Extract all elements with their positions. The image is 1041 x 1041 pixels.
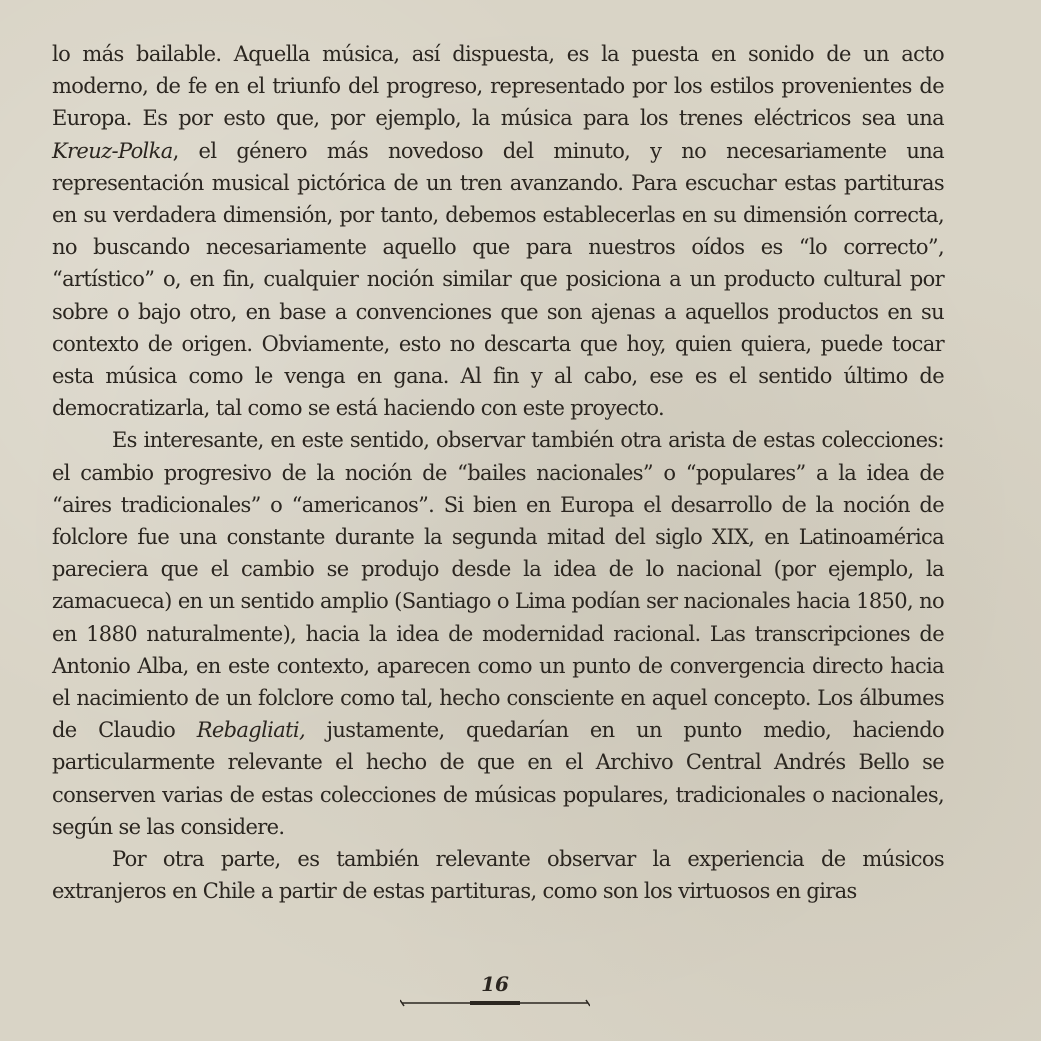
italic-text-segment: Rebagliati, bbox=[196, 718, 305, 743]
page-number: 16 bbox=[481, 972, 509, 996]
text-segment: Es interesante, en este sentido, observar también otra arista de estas colecciones: el cambio progresivo de la noción de “bailes nacionales” o “populares” a la idea de “aires tradicionales” o “americanos”. Si bien en Europa el desarrollo de la noción de folclore fue una constante durante la segunda mitad del siglo XIX, en Latinoamérica pareciera que el cambio se produjo desde la idea de lo nacional (por ejemplo, la zamacueca) en un sentido amplio (Santiago o Lima podían ser nacionales hacia 1850, no en 1880 naturalmente), hacia la idea de modernidad racional. Las transcripciones de Antonio Alba, en este contexto, aparecen como un punto de convergencia directo hacia el nacimiento de un folclore como tal, hecho consciente en aquel concepto. Los álbumes de Claudio bbox=[52, 428, 944, 743]
text-segment: , el género más novedoso del minuto, y no necesariamente una representación musical pictórica de un tren avanzando. Para escuchar estas partituras en su verdadera dimensión, por tanto, debemos establecerlas en su dimensión correcta, no buscando necesariamente aquello que para nuestros oídos es “lo correcto”, “artístico” o, en fin, cualquier noción similar que posiciona a un producto cultural por sobre o bajo otro, en base a convenciones que son ajenas a aquellos productos en su contexto de origen. Obviamente, esto no descarta que hoy, quien quiera, puede tocar esta música como le venga en gana. Al fin y al cabo, ese es el sentido último de democratizarla, tal como se está haciendo con este proyecto. bbox=[52, 138, 944, 421]
text-segment: Por otra parte, es también relevante observar la experiencia de músicos extranjeros en Chile a partir de estas partituras, como son los virtuosos en giras bbox=[52, 847, 944, 904]
document-page bbox=[52, 38, 944, 958]
italic-text-segment: Kreuz-Polka bbox=[52, 138, 173, 163]
page-number-ornament bbox=[400, 999, 590, 1007]
text-segment: justamente, quedarían en un punto medio, haciendo particularmente relevante el hecho de que en el Archivo Central Andrés Bello se conserven varias de estas colecciones de músicas populares, tradicionales o nacionales, según se las considere. bbox=[52, 718, 944, 839]
paragraph-2 bbox=[52, 424, 944, 843]
paragraph-3 bbox=[52, 843, 944, 907]
paragraph-1 bbox=[52, 38, 944, 424]
page-footer bbox=[400, 972, 590, 1012]
text-segment: lo más bailable. Aquella música, así dispuesta, es la puesta en sonido de un acto moderno, de fe en el triunfo del progreso, representado por los estilos provenientes de Europa. Es por esto que, por ejemplo, la música para los trenes eléctricos sea una bbox=[52, 42, 944, 131]
